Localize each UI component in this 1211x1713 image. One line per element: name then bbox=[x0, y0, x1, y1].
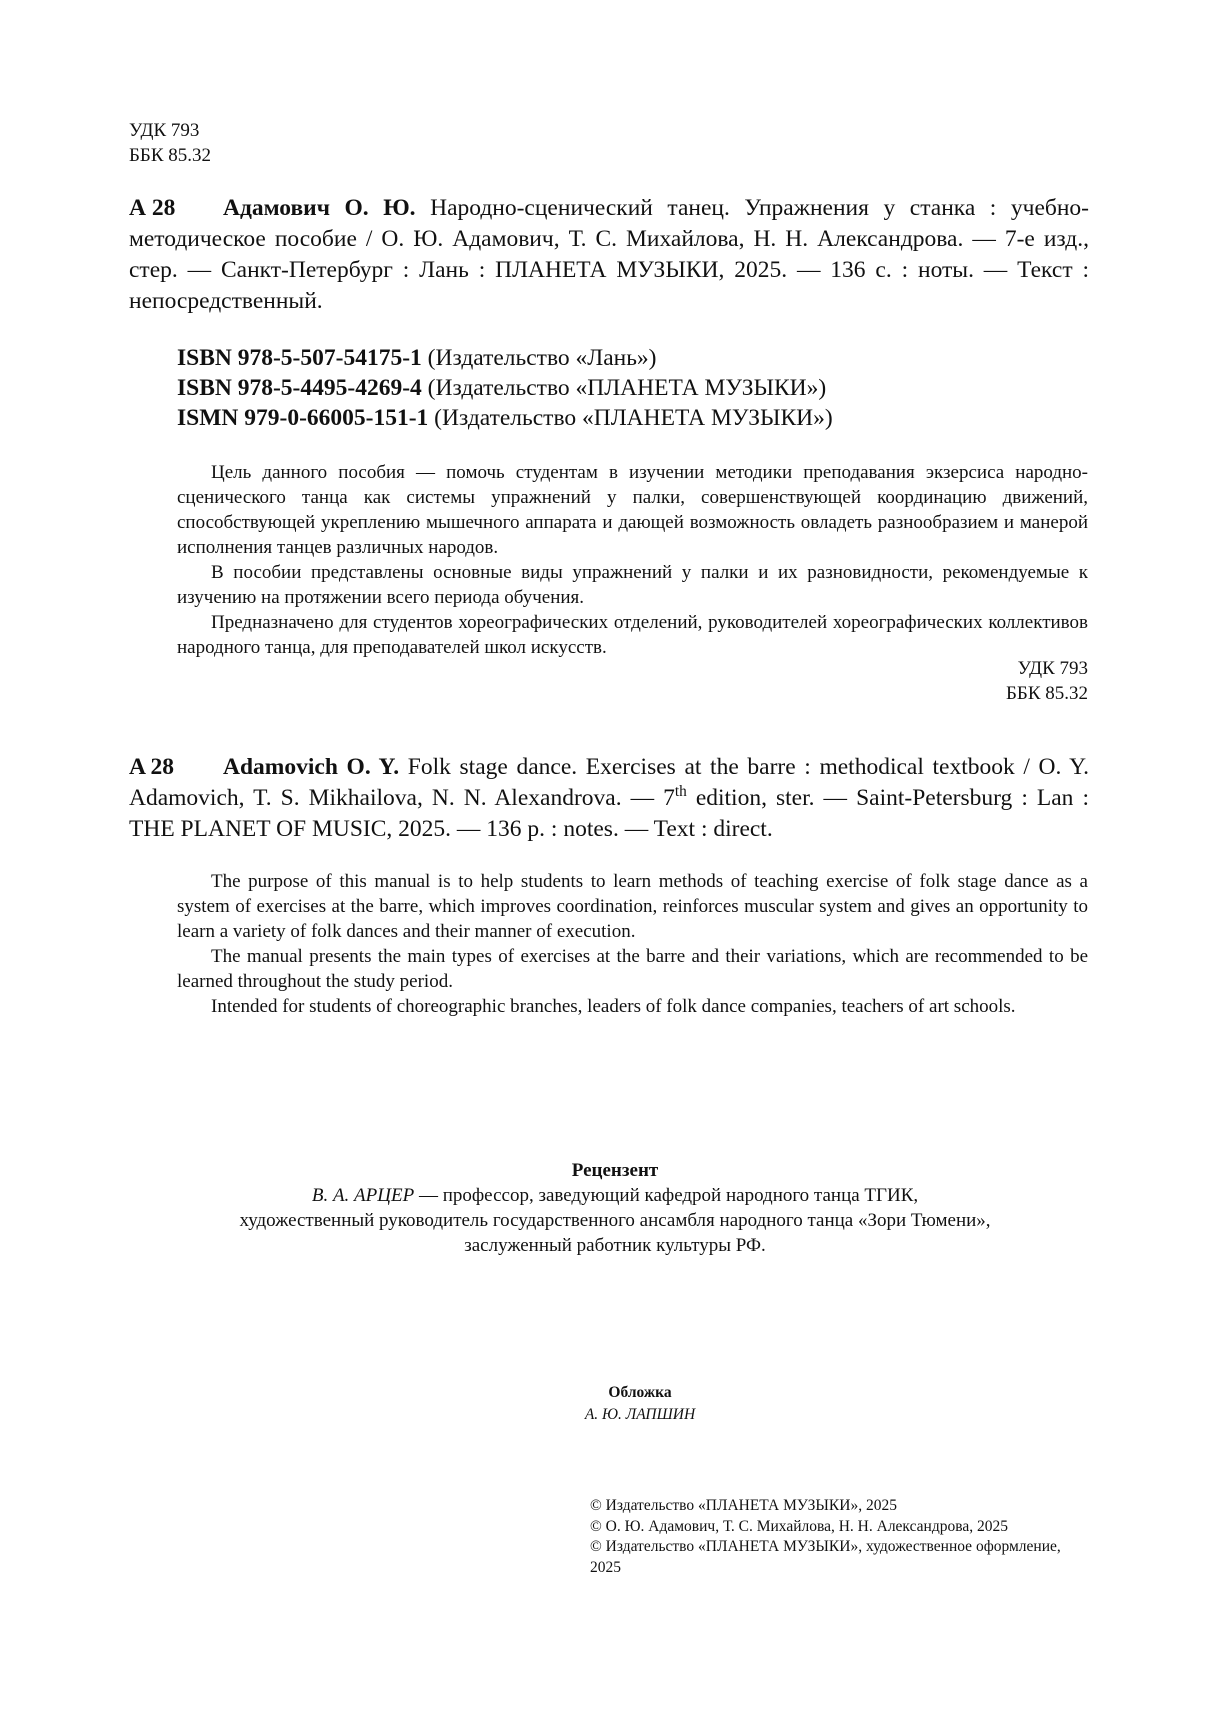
bbk-code: ББК 85.32 bbox=[129, 145, 211, 166]
ismn-publisher: (Издательство «ПЛАНЕТА МУЗЫКИ») bbox=[428, 405, 833, 431]
isbn-line bbox=[177, 373, 833, 403]
isbn-publisher: (Издательство «Лань») bbox=[421, 345, 657, 371]
isbn-number: ISBN 978-5-4495-4269-4 bbox=[177, 375, 422, 401]
ru-author-mark: А 28 bbox=[129, 195, 176, 221]
cover-designer: А. Ю. ЛАПШИН bbox=[584, 1406, 696, 1423]
en-description-part: edition, ster. — Saint-Petersburg : Lan : THE PLANET OF MUSIC, 2025. — 136 p. : notes. — Text : direct. bbox=[129, 785, 1089, 842]
isbn-line bbox=[177, 343, 833, 373]
copyright-line: © Издательство «ПЛАНЕТА МУЗЫКИ», художественное оформление, 2025 bbox=[590, 1538, 1061, 1576]
en-annotation-paragraph: The manual presents the main types of exercises at the barre and their variations, which are recommended to be learned throughout the study period. bbox=[177, 946, 1088, 992]
copyright-block bbox=[590, 1496, 1070, 1578]
reviewer-line: художественный руководитель государственного ансамбля народного танца «Зори Тюмени», bbox=[239, 1210, 991, 1231]
en-author: Adamovich O. Y. bbox=[223, 754, 400, 780]
reviewer-title: — профессор, заведующий кафедрой народного танца ТГИК, bbox=[414, 1185, 919, 1206]
copyright-line: © О. Ю. Адамович, Т. С. Михайлова, Н. Н. Александрова, 2025 bbox=[590, 1517, 1008, 1535]
isbn-block bbox=[177, 343, 833, 433]
en-annotation-paragraph: The purpose of this manual is to help students to learn methods of teaching exercise of folk stage dance as a system of exercises at the barre, which improves coordination, reinforces muscular system and gives an opportunity to learn a variety of folk dances and their manner of execution. bbox=[177, 871, 1088, 942]
ru-author: Адамович О. Ю. bbox=[223, 195, 416, 221]
ru-annotation-paragraph: Цель данного пособия — помочь студентам в изучении методики преподавания экзерсиса народно-сценического танца как системы упражнений у палки, совершенствующей координацию движений, способствующей укреплению мышечного аппарата и дающей возможность овладеть разнообразием и манерой исполнения танцев различных народов. bbox=[177, 462, 1088, 558]
en-entry-text bbox=[129, 752, 1089, 845]
ismn-number: ISMN 979-0-66005-151-1 bbox=[177, 405, 429, 431]
copyright-line: © Издательство «ПЛАНЕТА МУЗЫКИ», 2025 bbox=[590, 1497, 897, 1514]
isbn-publisher: (Издательство «ПЛАНЕТА МУЗЫКИ») bbox=[421, 375, 827, 401]
ru-description: Народно-сценический танец. Упражнения у станка : учебно-методическое пособие / О. Ю. Адамович, Т. С. Михайлова, Н. Н. Александрова. — 7-е изд., стер. — Санкт-Петербург : Лань : ПЛАНЕТА МУЗЫКИ, 2025. — 136 с. : ноты. — Текст : непосредственный. bbox=[129, 195, 1089, 314]
isbn-number: ISBN 978-5-507-54175-1 bbox=[177, 345, 422, 371]
ru-annotation bbox=[177, 460, 1088, 660]
en-bibliographic-entry bbox=[129, 752, 1089, 845]
ru-entry-text bbox=[129, 193, 1089, 317]
en-author-mark: A 28 bbox=[129, 754, 175, 780]
reviewer-name: В. А. АРЦЕР bbox=[311, 1185, 415, 1206]
udk-code: УДК 793 bbox=[129, 120, 200, 141]
reviewer-line: заслуженный работник культуры РФ. bbox=[464, 1235, 766, 1256]
cover-heading: Обложка bbox=[608, 1384, 672, 1401]
ru-bibliographic-entry bbox=[129, 193, 1089, 317]
reviewer-line bbox=[140, 1183, 1090, 1208]
en-annotation bbox=[177, 869, 1088, 1019]
top-classification-codes bbox=[129, 118, 211, 168]
cover-credit bbox=[540, 1382, 740, 1426]
right-classification-codes bbox=[1006, 656, 1088, 706]
ismn-line bbox=[177, 403, 833, 433]
en-description-part: Folk stage dance. Exercises at the barre : methodical textbook / O. Y. Adamovich, T. S. Mikhailova, N. N. Alexandrova. — 7 bbox=[129, 754, 1089, 811]
ru-annotation-paragraph: В пособии представлены основные виды упражнений у палки и их разновидности, рекомендуемые к изучению на протяжении всего периода обучения. bbox=[177, 562, 1088, 608]
en-annotation-paragraph: Intended for students of choreographic branches, leaders of folk dance companies, teachers of art schools. bbox=[211, 996, 1016, 1017]
reviewer-heading: Рецензент bbox=[571, 1160, 659, 1181]
ru-annotation-paragraph: Предназначено для студентов хореографических отделений, руководителей хореографических коллективов народного танца, для преподавателей школ искусств. bbox=[177, 612, 1088, 658]
bbk-code: ББК 85.32 bbox=[1006, 683, 1088, 704]
edition-superscript: th bbox=[674, 783, 687, 801]
udk-code: УДК 793 bbox=[1017, 658, 1088, 679]
reviewer-block bbox=[140, 1158, 1090, 1258]
